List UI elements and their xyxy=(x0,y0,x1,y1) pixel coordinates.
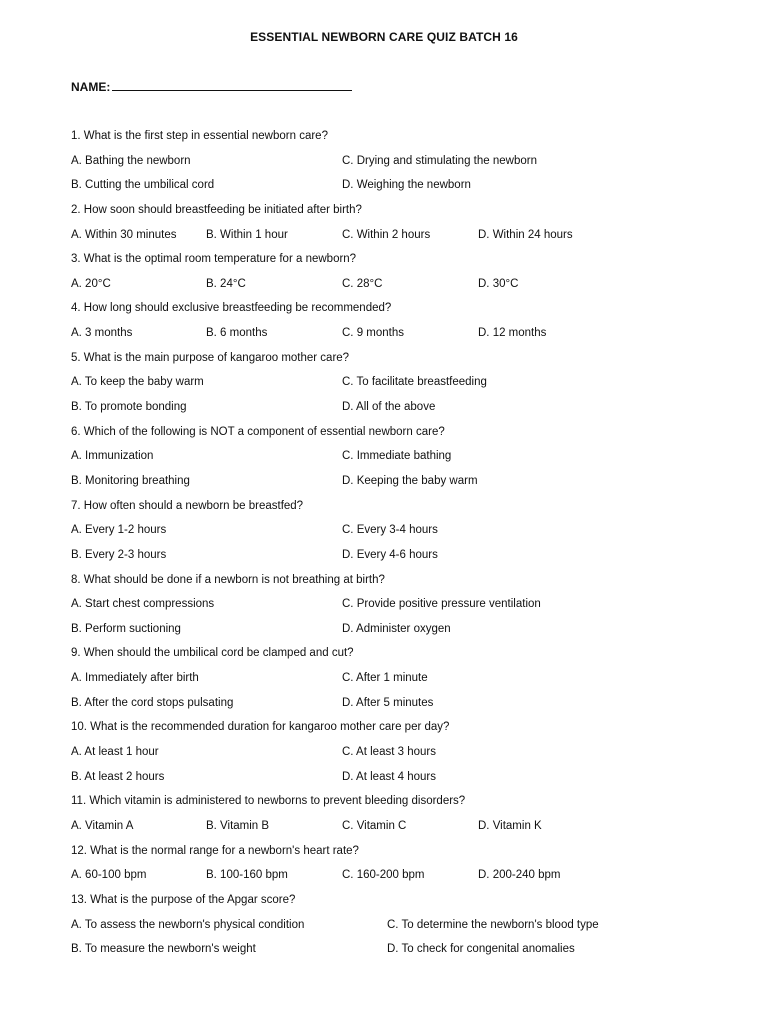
option-row xyxy=(71,398,731,423)
answer-option[interactable]: A. 20°C xyxy=(71,277,111,290)
option-row xyxy=(71,743,731,768)
option-row xyxy=(71,472,731,497)
answer-option[interactable]: B. Vitamin B xyxy=(206,819,270,832)
answer-option[interactable]: D. Every 4-6 hours xyxy=(342,548,438,561)
answer-option[interactable]: C. Provide positive pressure ventilation xyxy=(342,598,541,611)
answer-option[interactable]: B. To measure the newborn's weight xyxy=(71,943,256,956)
answer-option[interactable]: A. To assess the newborn's physical condition xyxy=(71,918,305,931)
option-row xyxy=(71,866,731,891)
option-row xyxy=(71,176,731,201)
question-text: 10. What is the recommended duration for kangaroo mother care per day? xyxy=(71,721,450,734)
question-text: 1. What is the first step in essential newborn care? xyxy=(71,130,328,142)
question-text: 11. Which vitamin is administered to newborns to prevent bleeding disorders? xyxy=(71,795,466,808)
answer-option[interactable]: B. 100-160 bpm xyxy=(206,869,288,882)
option-row xyxy=(71,447,731,472)
answer-option[interactable]: C. 9 months xyxy=(342,327,404,340)
answer-option[interactable]: A. Start chest compressions xyxy=(71,598,215,611)
answer-option[interactable]: C. At least 3 hours xyxy=(342,746,436,759)
answer-option[interactable]: B. Within 1 hour xyxy=(206,228,288,241)
answer-option[interactable]: A. Within 30 minutes xyxy=(71,228,177,241)
answer-option[interactable]: C. 160-200 bpm xyxy=(342,869,425,882)
option-row xyxy=(71,546,731,571)
answer-option[interactable]: D. All of the above xyxy=(342,401,436,414)
option-row xyxy=(71,152,731,177)
answer-option[interactable]: B. To promote bonding xyxy=(71,401,187,414)
option-row xyxy=(71,669,731,694)
question-text: 13. What is the purpose of the Apgar score? xyxy=(71,893,296,906)
answer-option[interactable]: D. 30°C xyxy=(478,277,519,290)
option-row xyxy=(71,595,731,620)
answer-option[interactable]: A. Immunization xyxy=(71,450,154,463)
option-row xyxy=(71,275,731,300)
option-row xyxy=(71,768,731,793)
question-text: 2. How soon should breastfeeding be initiated after birth? xyxy=(71,203,362,216)
answer-option[interactable]: D. Weighing the newborn xyxy=(342,179,471,192)
answer-option[interactable]: A. Vitamin A xyxy=(71,819,134,832)
answer-option[interactable]: D. To check for congenital anomalies xyxy=(387,943,575,956)
option-row xyxy=(71,620,731,645)
option-row xyxy=(71,694,731,719)
answer-option[interactable]: A. Bathing the newborn xyxy=(71,154,191,167)
answer-option[interactable]: C. After 1 minute xyxy=(342,672,428,685)
option-row xyxy=(71,940,731,965)
name-field xyxy=(71,80,352,94)
answer-option[interactable]: C. Drying and stimulating the newborn xyxy=(342,154,537,167)
answer-option[interactable]: B. Perform suctioning xyxy=(71,622,181,635)
question-text: 12. What is the normal range for a newborn's heart rate? xyxy=(71,844,359,857)
option-row xyxy=(71,916,731,941)
answer-option[interactable]: D. Vitamin K xyxy=(478,819,542,832)
answer-option[interactable]: C. Immediate bathing xyxy=(342,450,452,463)
question-text: 5. What is the main purpose of kangaroo mother care? xyxy=(71,351,350,364)
answer-option[interactable]: B. 24°C xyxy=(206,277,246,290)
answer-option[interactable]: D. 200-240 bpm xyxy=(478,869,561,882)
question-text: 9. When should the umbilical cord be clamped and cut? xyxy=(71,647,354,660)
page-title: ESSENTIAL NEWBORN CARE QUIZ BATCH 16 xyxy=(250,30,518,44)
answer-option[interactable]: A. Every 1-2 hours xyxy=(71,524,167,537)
question-text: 7. How often should a newborn be breastfed? xyxy=(71,499,304,512)
question-text: 4. How long should exclusive breastfeeding be recommended? xyxy=(71,302,392,315)
question-text: 8. What should be done if a newborn is not breathing at birth? xyxy=(71,573,385,586)
answer-option[interactable]: C. To facilitate breastfeeding xyxy=(342,376,487,389)
answer-option[interactable]: B. Monitoring breathing xyxy=(71,474,190,487)
answer-option[interactable]: B. 6 months xyxy=(206,327,268,340)
name-blank-line xyxy=(112,80,352,91)
option-row xyxy=(71,521,731,546)
answer-option[interactable]: A. 60-100 bpm xyxy=(71,869,147,882)
answer-option[interactable]: A. At least 1 hour xyxy=(71,746,159,759)
option-row xyxy=(71,226,731,251)
answer-option[interactable]: D. 12 months xyxy=(478,327,547,340)
answer-option[interactable]: A. To keep the baby warm xyxy=(71,376,204,389)
answer-option[interactable]: C. To determine the newborn's blood type xyxy=(387,918,599,931)
answer-option[interactable]: B. Every 2-3 hours xyxy=(71,548,167,561)
answer-option[interactable]: D. Administer oxygen xyxy=(342,622,451,635)
option-row xyxy=(71,817,731,842)
answer-option[interactable]: D. At least 4 hours xyxy=(342,770,436,783)
option-row xyxy=(71,373,731,398)
answer-option[interactable]: D. After 5 minutes xyxy=(342,696,434,709)
answer-option[interactable]: C. Every 3-4 hours xyxy=(342,524,438,537)
answer-option[interactable]: D. Keeping the baby warm xyxy=(342,474,478,487)
answer-option[interactable]: C. Within 2 hours xyxy=(342,228,431,241)
answer-option[interactable]: B. After the cord stops pulsating xyxy=(71,696,234,709)
question-text: 6. Which of the following is NOT a component of essential newborn care? xyxy=(71,425,445,438)
answer-option[interactable]: C. 28°C xyxy=(342,277,383,290)
answer-option[interactable]: A. 3 months xyxy=(71,327,133,340)
answer-option[interactable]: B. Cutting the umbilical cord xyxy=(71,179,215,192)
name-label: NAME: xyxy=(71,80,111,94)
answer-option[interactable]: B. At least 2 hours xyxy=(71,770,165,783)
question-list xyxy=(71,127,731,965)
option-row xyxy=(71,324,731,349)
answer-option[interactable]: C. Vitamin C xyxy=(342,819,407,832)
question-text: 3. What is the optimal room temperature for a newborn? xyxy=(71,253,357,266)
answer-option[interactable]: A. Immediately after birth xyxy=(71,672,199,685)
answer-option[interactable]: D. Within 24 hours xyxy=(478,228,573,241)
